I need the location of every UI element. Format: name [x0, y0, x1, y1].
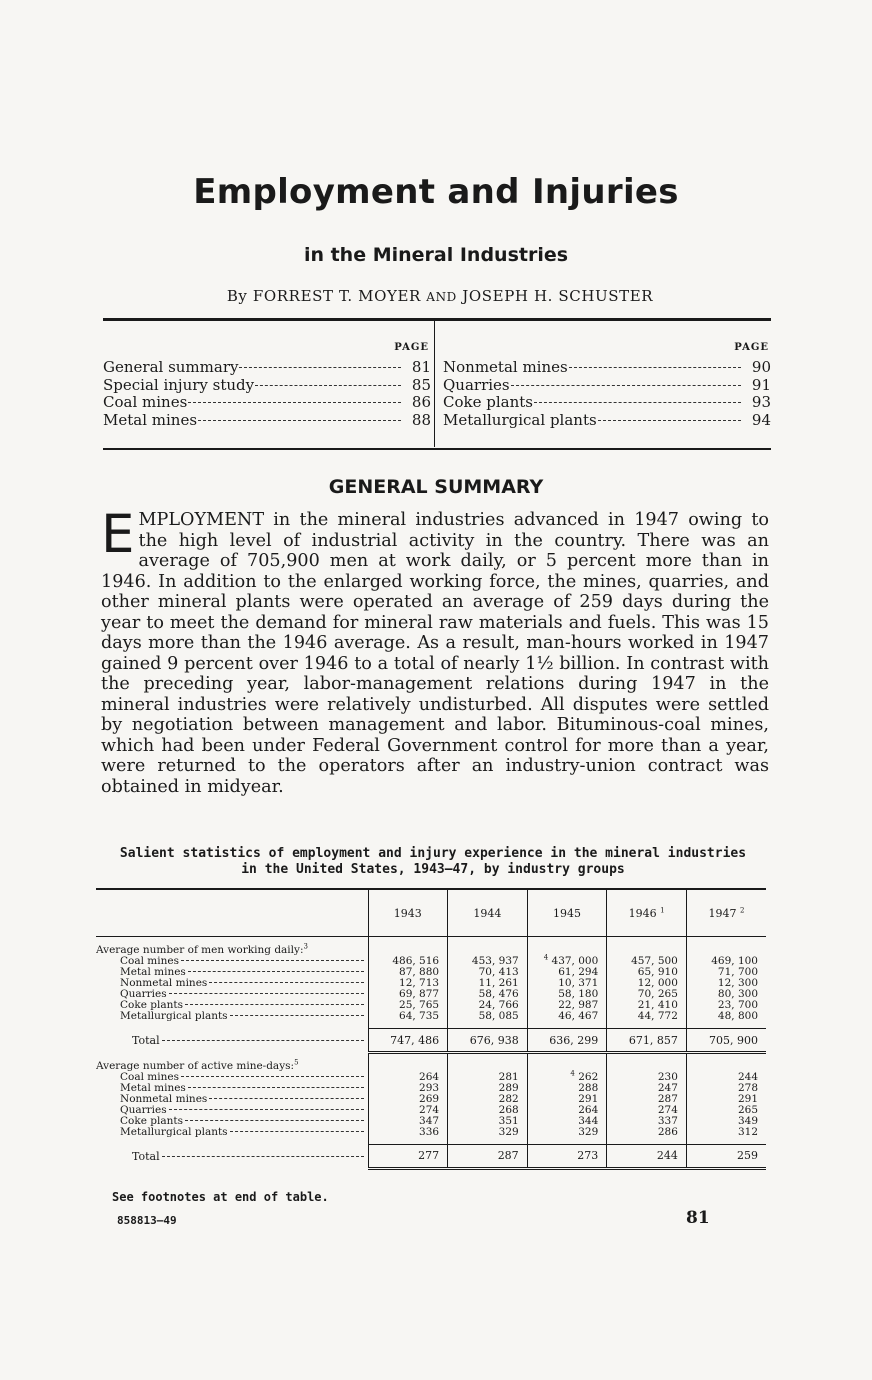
value: 457, 500 — [631, 955, 678, 967]
empty-cell — [448, 1053, 528, 1072]
value: 293 — [419, 1081, 440, 1094]
table-of-contents — [103, 318, 771, 450]
value: 264 — [578, 1103, 599, 1116]
total-label-cell — [96, 1144, 368, 1168]
toc-entry-label: Coal mines — [103, 393, 188, 411]
footnote-mark: 1 — [660, 905, 665, 914]
value: 46, 467 — [558, 1010, 599, 1022]
value: 244 — [737, 1070, 758, 1083]
row-label-wrap — [120, 1127, 364, 1138]
value: 337 — [657, 1114, 678, 1127]
year-header — [448, 889, 528, 937]
value: 25, 765 — [399, 999, 440, 1011]
value: 469, 100 — [711, 955, 758, 967]
value-cell — [686, 1011, 766, 1022]
value: 274 — [657, 1103, 678, 1116]
value: 262 — [578, 1070, 599, 1083]
toc-entry-page: 90 — [751, 358, 771, 376]
value: 269 — [419, 1092, 440, 1105]
footnote-mark: 4 — [543, 953, 549, 962]
leader-dots — [230, 1130, 364, 1132]
row-label: Metal mines — [120, 967, 186, 978]
table-footnote: See footnotes at end of table. — [112, 1190, 329, 1204]
group-header-row — [96, 937, 766, 957]
total-label: Total — [132, 1149, 160, 1163]
row-label-cell — [96, 1000, 368, 1011]
year-label: 1943 — [393, 906, 422, 920]
page-number: 81 — [686, 1208, 710, 1228]
value: 21, 410 — [637, 999, 678, 1011]
leader-dots — [162, 1039, 364, 1041]
toc-left-rows — [103, 358, 431, 428]
row-label: Metallurgical plants — [120, 1126, 228, 1138]
toc-entry-page: 91 — [751, 375, 771, 394]
total-value-cell — [527, 1144, 607, 1168]
footnote-mark: 3 — [303, 942, 308, 951]
total-value: 244 — [656, 1149, 678, 1162]
total-value: 259 — [737, 1149, 758, 1162]
row-label-wrap — [120, 1072, 364, 1083]
value-cell — [448, 1011, 528, 1022]
row-label-cell — [96, 1011, 368, 1022]
empty-cell — [368, 1053, 448, 1072]
toc-entry-page: 81 — [411, 358, 431, 376]
leader-dots — [169, 992, 364, 994]
row-label: Metal mines — [120, 1082, 186, 1094]
total-label-cell — [96, 1029, 368, 1053]
toc-right-column — [443, 318, 771, 450]
footnote-mark: 4 — [570, 1069, 575, 1077]
value: 274 — [419, 1103, 440, 1116]
value: 282 — [498, 1092, 519, 1105]
empty-cell — [607, 1053, 687, 1072]
row-label-wrap — [120, 989, 364, 1000]
row-label-cell — [96, 967, 368, 978]
article-title: Employment and Injuries — [193, 172, 679, 212]
total-value: 636, 299 — [549, 1033, 599, 1047]
value: 286 — [657, 1125, 678, 1138]
leader-dots — [169, 1108, 364, 1110]
row-label-cell — [96, 1094, 368, 1105]
value: 71, 700 — [717, 966, 758, 978]
total-value: 287 — [497, 1149, 519, 1162]
total-row — [96, 1144, 766, 1168]
value: 70, 413 — [478, 966, 519, 978]
toc-entry-page: 93 — [751, 393, 771, 411]
value: 65, 910 — [637, 966, 678, 978]
toc-entry-label: Quarries — [443, 375, 510, 394]
total-value: 747, 486 — [390, 1033, 440, 1047]
value-cell — [527, 1011, 607, 1022]
value: 58, 476 — [478, 988, 519, 1000]
footnote-mark: 5 — [294, 1058, 299, 1066]
value: 70, 265 — [637, 988, 678, 1000]
leader-dots — [598, 419, 741, 421]
total-value-cell — [368, 1144, 448, 1168]
table-header-blank — [96, 889, 368, 937]
value: 329 — [498, 1125, 519, 1138]
toc-bottom-rule — [103, 448, 771, 450]
leader-dots — [185, 1119, 364, 1121]
total-value: 273 — [577, 1149, 599, 1162]
byline-and: AND — [426, 290, 457, 304]
table-row — [96, 1011, 766, 1022]
value: 58, 180 — [558, 988, 599, 1000]
toc-entry — [443, 393, 771, 411]
toc-entry-label: Metallurgical plants — [443, 410, 597, 429]
toc-entry — [443, 376, 771, 394]
value: 329 — [578, 1125, 599, 1138]
total-value-cell — [368, 1029, 448, 1053]
empty-cell — [607, 937, 687, 957]
leader-dots — [198, 419, 401, 421]
total-value-cell — [686, 1144, 766, 1168]
leader-dots — [209, 1097, 363, 1099]
value: 24, 766 — [478, 999, 519, 1011]
row-label: Nonmetal mines — [120, 978, 208, 989]
leader-dots — [162, 1155, 364, 1157]
empty-cell — [448, 937, 528, 957]
year-header — [686, 889, 766, 937]
row-label-wrap — [120, 1000, 364, 1011]
total-value: 277 — [418, 1149, 440, 1162]
total-value: 676, 938 — [469, 1033, 519, 1047]
toc-entry-page: 88 — [411, 410, 431, 429]
value: 64, 735 — [399, 1010, 440, 1022]
group-label-cell — [96, 1053, 368, 1072]
row-label-cell — [96, 1072, 368, 1083]
empty-cell — [686, 1053, 766, 1072]
row-label-cell — [96, 1127, 368, 1138]
row-label: Nonmetal mines — [120, 1093, 208, 1105]
value: 453, 937 — [471, 955, 519, 967]
total-value-cell — [448, 1144, 528, 1168]
toc-entry — [443, 411, 771, 429]
value: 351 — [498, 1114, 519, 1127]
value: 291 — [578, 1092, 599, 1105]
value: 336 — [419, 1125, 440, 1138]
toc-entry — [103, 376, 431, 394]
value: 288 — [578, 1081, 599, 1094]
row-label-wrap — [120, 1105, 364, 1116]
row-label-wrap — [120, 1011, 364, 1022]
leader-dots — [188, 970, 364, 972]
toc-entry-page: 94 — [751, 410, 771, 429]
leader-dots — [255, 384, 401, 386]
value: 10, 371 — [558, 977, 599, 989]
row-label-cell — [96, 956, 368, 967]
row-label: Coke plants — [120, 1000, 183, 1011]
summary-paragraph — [101, 504, 769, 797]
year-header — [368, 889, 448, 937]
toc-left-column — [103, 318, 431, 450]
value-cell — [686, 1127, 766, 1138]
row-label-wrap — [132, 1035, 364, 1046]
value: 486, 516 — [392, 955, 440, 967]
year-label: 1945 — [552, 906, 581, 920]
empty-cell — [368, 937, 448, 957]
value: 69, 877 — [399, 988, 440, 1000]
row-label-wrap — [120, 1116, 364, 1127]
row-label-wrap — [120, 1094, 364, 1105]
total-row — [96, 1029, 766, 1053]
byline-authors-1: By FORREST T. MOYER — [226, 287, 421, 305]
value: 58, 085 — [478, 1010, 519, 1022]
group-header-row — [96, 1053, 766, 1072]
table-header-row — [96, 889, 766, 937]
total-value: 705, 900 — [709, 1033, 758, 1047]
year-header — [607, 889, 687, 937]
value-cell — [448, 1127, 528, 1138]
total-value-cell — [607, 1144, 687, 1168]
row-label: Quarries — [120, 1104, 167, 1116]
leader-dots — [230, 1014, 364, 1016]
empty-cell — [527, 937, 607, 957]
row-label-wrap — [120, 956, 364, 967]
row-label-cell — [96, 1116, 368, 1127]
year-label: 1947 — [708, 906, 737, 920]
group-label: Average number of men working daily: — [96, 944, 304, 956]
value: 80, 300 — [717, 988, 758, 1000]
leader-dots — [181, 959, 364, 961]
value: 291 — [737, 1092, 758, 1105]
value: 48, 800 — [717, 1010, 758, 1022]
value-cell — [368, 1127, 448, 1138]
leader-dots — [185, 1003, 364, 1005]
toc-entry-label: General summary — [103, 358, 239, 376]
print-code: 858813—49 — [117, 1214, 177, 1227]
leader-dots — [209, 981, 363, 983]
toc-page-label: PAGE — [394, 342, 429, 353]
value-cell — [607, 1127, 687, 1138]
value: 61, 294 — [558, 966, 599, 978]
value-cell — [607, 1011, 687, 1022]
empty-cell — [686, 937, 766, 957]
total-value-cell — [448, 1029, 528, 1053]
value-cell — [368, 1011, 448, 1022]
value: 12, 300 — [717, 977, 758, 989]
row-label: Quarries — [120, 989, 167, 1000]
row-label-wrap — [120, 1083, 364, 1094]
value: 23, 700 — [717, 999, 758, 1011]
total-value-cell — [686, 1029, 766, 1053]
value: 268 — [498, 1103, 519, 1116]
row-label-cell — [96, 1083, 368, 1094]
toc-entry — [103, 411, 431, 429]
total-value-cell — [607, 1029, 687, 1053]
value: 278 — [737, 1081, 758, 1094]
statistics-table — [96, 888, 766, 1170]
toc-entry — [103, 358, 431, 376]
summary-text: MPLOYMENT in the mineral industries advanced in 1947 owing to the high level of industrial activity in the country. There was an average of 705,900 men at work daily, or 5 percent more than in 1946. In addition to the enlarged working force, the mines, quarries, and other mineral plants were operated an average of 259 days during the year to meet the demand for mineral raw materials and fuels. This was 15 days more than the 1946 average. As a result, man-hours worked in 1947 gained 9 percent over 1946 to a total of nearly 1½ billion. In contrast with the preceding year, labor-management relations during 1947 in the mineral industries were relatively undisturbed. All disputes were settled by negotiation between management and labor. Bituminous-coal mines, which had been under Federal Government control for more than a year, were returned to the operators after an industry-union contract was obtained in midyear. — [101, 510, 769, 797]
toc-entry-label: Special injury study — [103, 375, 255, 394]
value: 87, 880 — [399, 966, 440, 978]
empty-cell — [527, 1053, 607, 1072]
row-label-cell — [96, 978, 368, 989]
leader-dots — [511, 384, 741, 386]
toc-entry-label: Nonmetal mines — [443, 358, 568, 376]
year-header — [527, 889, 607, 937]
value: 437, 000 — [551, 955, 599, 967]
value: 11, 261 — [478, 977, 519, 989]
value-cell — [527, 1127, 607, 1138]
table-caption-line-2: in the United States, 1943–47, by industry groups — [241, 862, 625, 877]
year-label: 1946 — [628, 906, 657, 920]
value: 264 — [419, 1070, 440, 1083]
row-label: Metallurgical plants — [120, 1011, 228, 1022]
toc-page-label: PAGE — [734, 342, 769, 353]
group-label: Average number of active mine-days: — [96, 1059, 295, 1072]
table-body — [96, 937, 766, 1169]
value: 12, 713 — [399, 977, 440, 989]
row-label-cell — [96, 1105, 368, 1116]
section-heading: GENERAL SUMMARY — [328, 476, 544, 498]
byline-authors-2: JOSEPH H. SCHUSTER — [462, 287, 654, 305]
total-value-cell — [527, 1029, 607, 1053]
total-label: Total — [132, 1034, 160, 1047]
leader-dots — [188, 1086, 364, 1088]
value: 230 — [657, 1070, 678, 1083]
value: 12, 000 — [637, 977, 678, 989]
row-label: Coal mines — [120, 956, 179, 967]
row-label-wrap — [120, 967, 364, 978]
row-label-cell — [96, 989, 368, 1000]
toc-right-rows — [443, 358, 771, 428]
toc-entry-label: Metal mines — [103, 410, 198, 429]
leader-dots — [534, 401, 741, 403]
value: 287 — [657, 1092, 678, 1105]
value: 247 — [657, 1081, 678, 1094]
toc-entry-label: Coke plants — [443, 393, 533, 411]
leader-dots — [239, 366, 401, 368]
value: 44, 772 — [637, 1010, 678, 1022]
value: 312 — [737, 1125, 758, 1138]
toc-entry-page: 86 — [411, 393, 431, 411]
row-label: Coal mines — [120, 1071, 179, 1083]
leader-dots — [569, 366, 741, 368]
leader-dots — [188, 401, 401, 403]
toc-divider — [434, 321, 435, 447]
value: 344 — [578, 1114, 599, 1127]
group-label-cell — [96, 937, 368, 957]
footnote-mark: 2 — [739, 905, 745, 914]
total-value: 671, 857 — [628, 1033, 678, 1047]
drop-cap: E — [101, 504, 135, 565]
article-subtitle: in the Mineral Industries — [303, 244, 569, 266]
toc-entry — [443, 358, 771, 376]
value: 22, 987 — [558, 999, 599, 1011]
table-row — [96, 1127, 766, 1138]
byline — [0, 287, 872, 305]
value: 281 — [498, 1070, 519, 1083]
row-label-wrap — [120, 978, 364, 989]
value: 349 — [737, 1114, 758, 1127]
row-label-wrap — [132, 1151, 364, 1162]
leader-dots — [181, 1075, 364, 1077]
value: 289 — [498, 1081, 519, 1094]
toc-entry — [103, 393, 431, 411]
table-caption — [98, 846, 768, 878]
value: 265 — [737, 1103, 758, 1116]
toc-entry-page: 85 — [411, 375, 431, 394]
row-label: Coke plants — [120, 1115, 183, 1127]
value: 347 — [419, 1114, 440, 1127]
table-caption-line-1: Salient statistics of employment and injury experience in the mineral industries — [119, 846, 747, 861]
year-label: 1944 — [473, 906, 502, 920]
